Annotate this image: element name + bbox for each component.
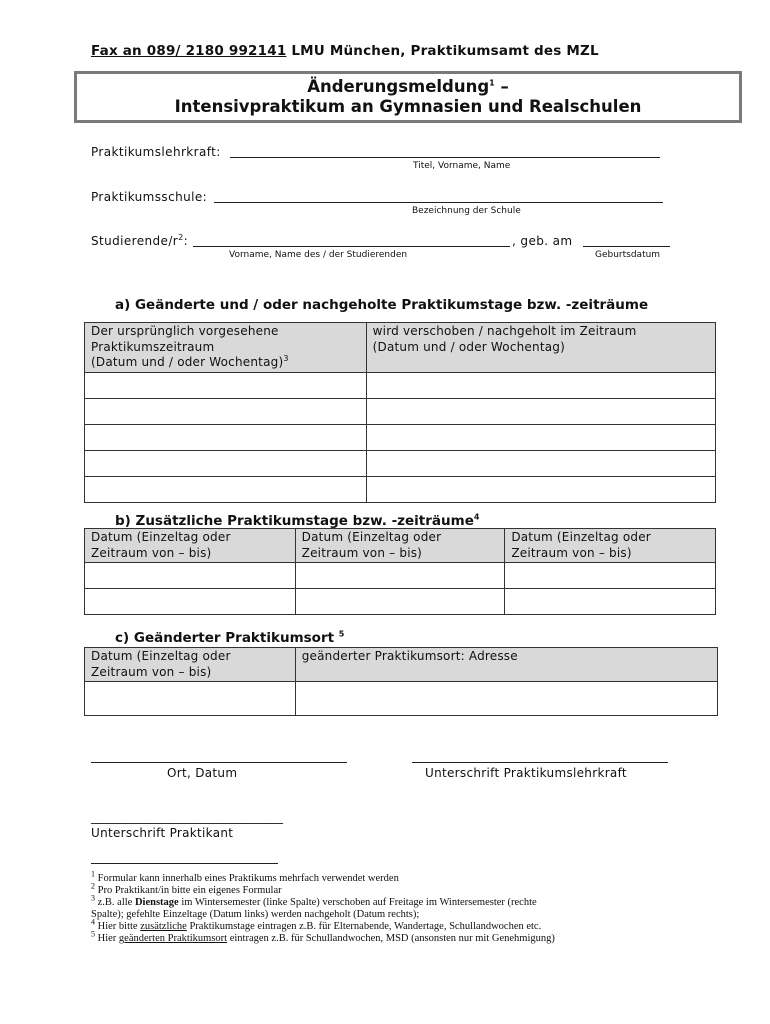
lehrkraft-hint: Titel, Vorname, Name [413, 161, 511, 171]
section-a-header-new: wird verschoben / nachgeholt im Zeitraum (Datum und / oder Wochentag) [366, 323, 715, 373]
footnote-2: $^2$ Pro Praktikant/in bitte ein eigenes Formular [91, 881, 282, 896]
footnote-1: $^1$ Formular kann innerhalb eines Praktikums mehrfach verwendet werden [91, 869, 399, 884]
section-a-title: a) Geänderte und / oder nachgeholte Praktikumstage bzw. -zeiträume [115, 297, 649, 313]
lehrkraft-label: Praktikumslehrkraft: [91, 145, 221, 159]
table-cell[interactable] [366, 450, 715, 476]
table-row [85, 682, 718, 716]
section-c-table [84, 647, 718, 716]
table-cell[interactable] [295, 589, 505, 615]
schule-hint: Bezeichnung der Schule [412, 206, 521, 216]
table-cell[interactable] [505, 563, 716, 589]
fax-recipient: LMU München, Praktikumsamt des MZL [286, 43, 599, 59]
schule-label: Praktikumsschule: [91, 190, 208, 204]
table-cell[interactable] [85, 476, 367, 502]
title-line-1: Änderungsmeldung$^1$ – [307, 77, 509, 96]
title-line-2: Intensivpraktikum an Gymnasien und Realschulen [174, 97, 642, 116]
table-cell[interactable] [505, 589, 716, 615]
table-cell[interactable] [85, 398, 367, 424]
section-b-header-col3: Datum (Einzeltag oder Zeitraum von – bis) [505, 529, 716, 563]
table-cell[interactable] [85, 450, 367, 476]
geb-label: , geb. am [512, 234, 573, 248]
studierende-input-line[interactable] [193, 246, 510, 247]
ort-datum-label: Ort, Datum [167, 766, 238, 780]
section-b-title: b) Zusätzliche Praktikumstage bzw. -zeiträume$^4$ [115, 512, 480, 529]
praktikant-signature-line[interactable]: ________________________________ [91, 810, 283, 824]
section-c-header-date: Datum (Einzeltag oder Zeitraum von – bis) [85, 648, 296, 682]
table-cell[interactable] [85, 372, 367, 398]
section-b-table [84, 528, 716, 615]
geburtsdatum-hint: Geburtsdatum [595, 250, 661, 260]
table-cell[interactable] [85, 682, 296, 716]
table-cell[interactable] [366, 398, 715, 424]
table-row [85, 398, 716, 424]
praktikant-signature-label: Unterschrift Praktikant [91, 826, 234, 840]
section-c-title: c) Geänderter Praktikumsort $^5$ [115, 629, 345, 646]
table-cell[interactable] [85, 589, 296, 615]
section-b-header-col2: Datum (Einzeltag oder Zeitraum von – bis) [295, 529, 505, 563]
geburtsdatum-input-line[interactable] [583, 246, 670, 247]
section-b-header-col1: Datum (Einzeltag oder Zeitraum von – bis) [85, 529, 296, 563]
footnote-5: $^5$ Hier geänderten Praktikumsort eintragen z.B. für Schullandwochen, MSD (ansonsten nur mit Genehmigung) [91, 929, 555, 944]
table-row [85, 372, 716, 398]
table-row [85, 450, 716, 476]
table-row [85, 563, 716, 589]
fax-number: Fax an 089/ 2180 992141 [91, 43, 287, 59]
table-cell[interactable] [295, 682, 717, 716]
table-cell[interactable] [366, 476, 715, 502]
lehrkraft-signature-line[interactable] [412, 762, 668, 763]
studierende-hint: Vorname, Name des / der Studierenden [229, 250, 408, 260]
table-row [85, 589, 716, 615]
studierende-label: Studierende/$r^2$: [91, 233, 189, 248]
section-a-table [84, 322, 716, 503]
table-cell[interactable] [366, 372, 715, 398]
lehrkraft-input-line[interactable] [230, 157, 660, 158]
table-cell[interactable] [295, 563, 505, 589]
table-cell[interactable] [85, 424, 367, 450]
section-a-header-original: Der ursprünglich vorgesehene Praktikumszeitraum (Datum und / oder Wochentag)$^3$ [85, 323, 367, 373]
lehrkraft-signature-label: Unterschrift Praktikumslehrkraft [425, 766, 627, 780]
table-cell[interactable] [366, 424, 715, 450]
ort-datum-line[interactable] [91, 762, 347, 763]
table-row [85, 476, 716, 502]
title-box [74, 71, 742, 123]
footnote-4: $^4$ Hier bitte zusätzliche Praktikumstage eintragen z.B. für Elternabende, Wandertage, Schullandwochen etc. [91, 917, 542, 932]
table-cell[interactable] [85, 563, 296, 589]
table-row [85, 424, 716, 450]
footnote-separator [91, 863, 278, 864]
footnote-3: $^3$ z.B. alle Dienstage im Wintersemester (linke Spalte) verschoben auf Freitage im Wintersemester (rechte [91, 893, 537, 908]
schule-input-line[interactable] [214, 202, 663, 203]
footnotes [91, 869, 691, 945]
fax-header [91, 43, 599, 59]
section-c-header-address: geänderter Praktikumsort: Adresse [295, 648, 717, 682]
footnote-3-continued: Spalte); gefehlte Einzeltage (Datum links) werden nachgeholt (Datum rechts); [91, 909, 420, 920]
